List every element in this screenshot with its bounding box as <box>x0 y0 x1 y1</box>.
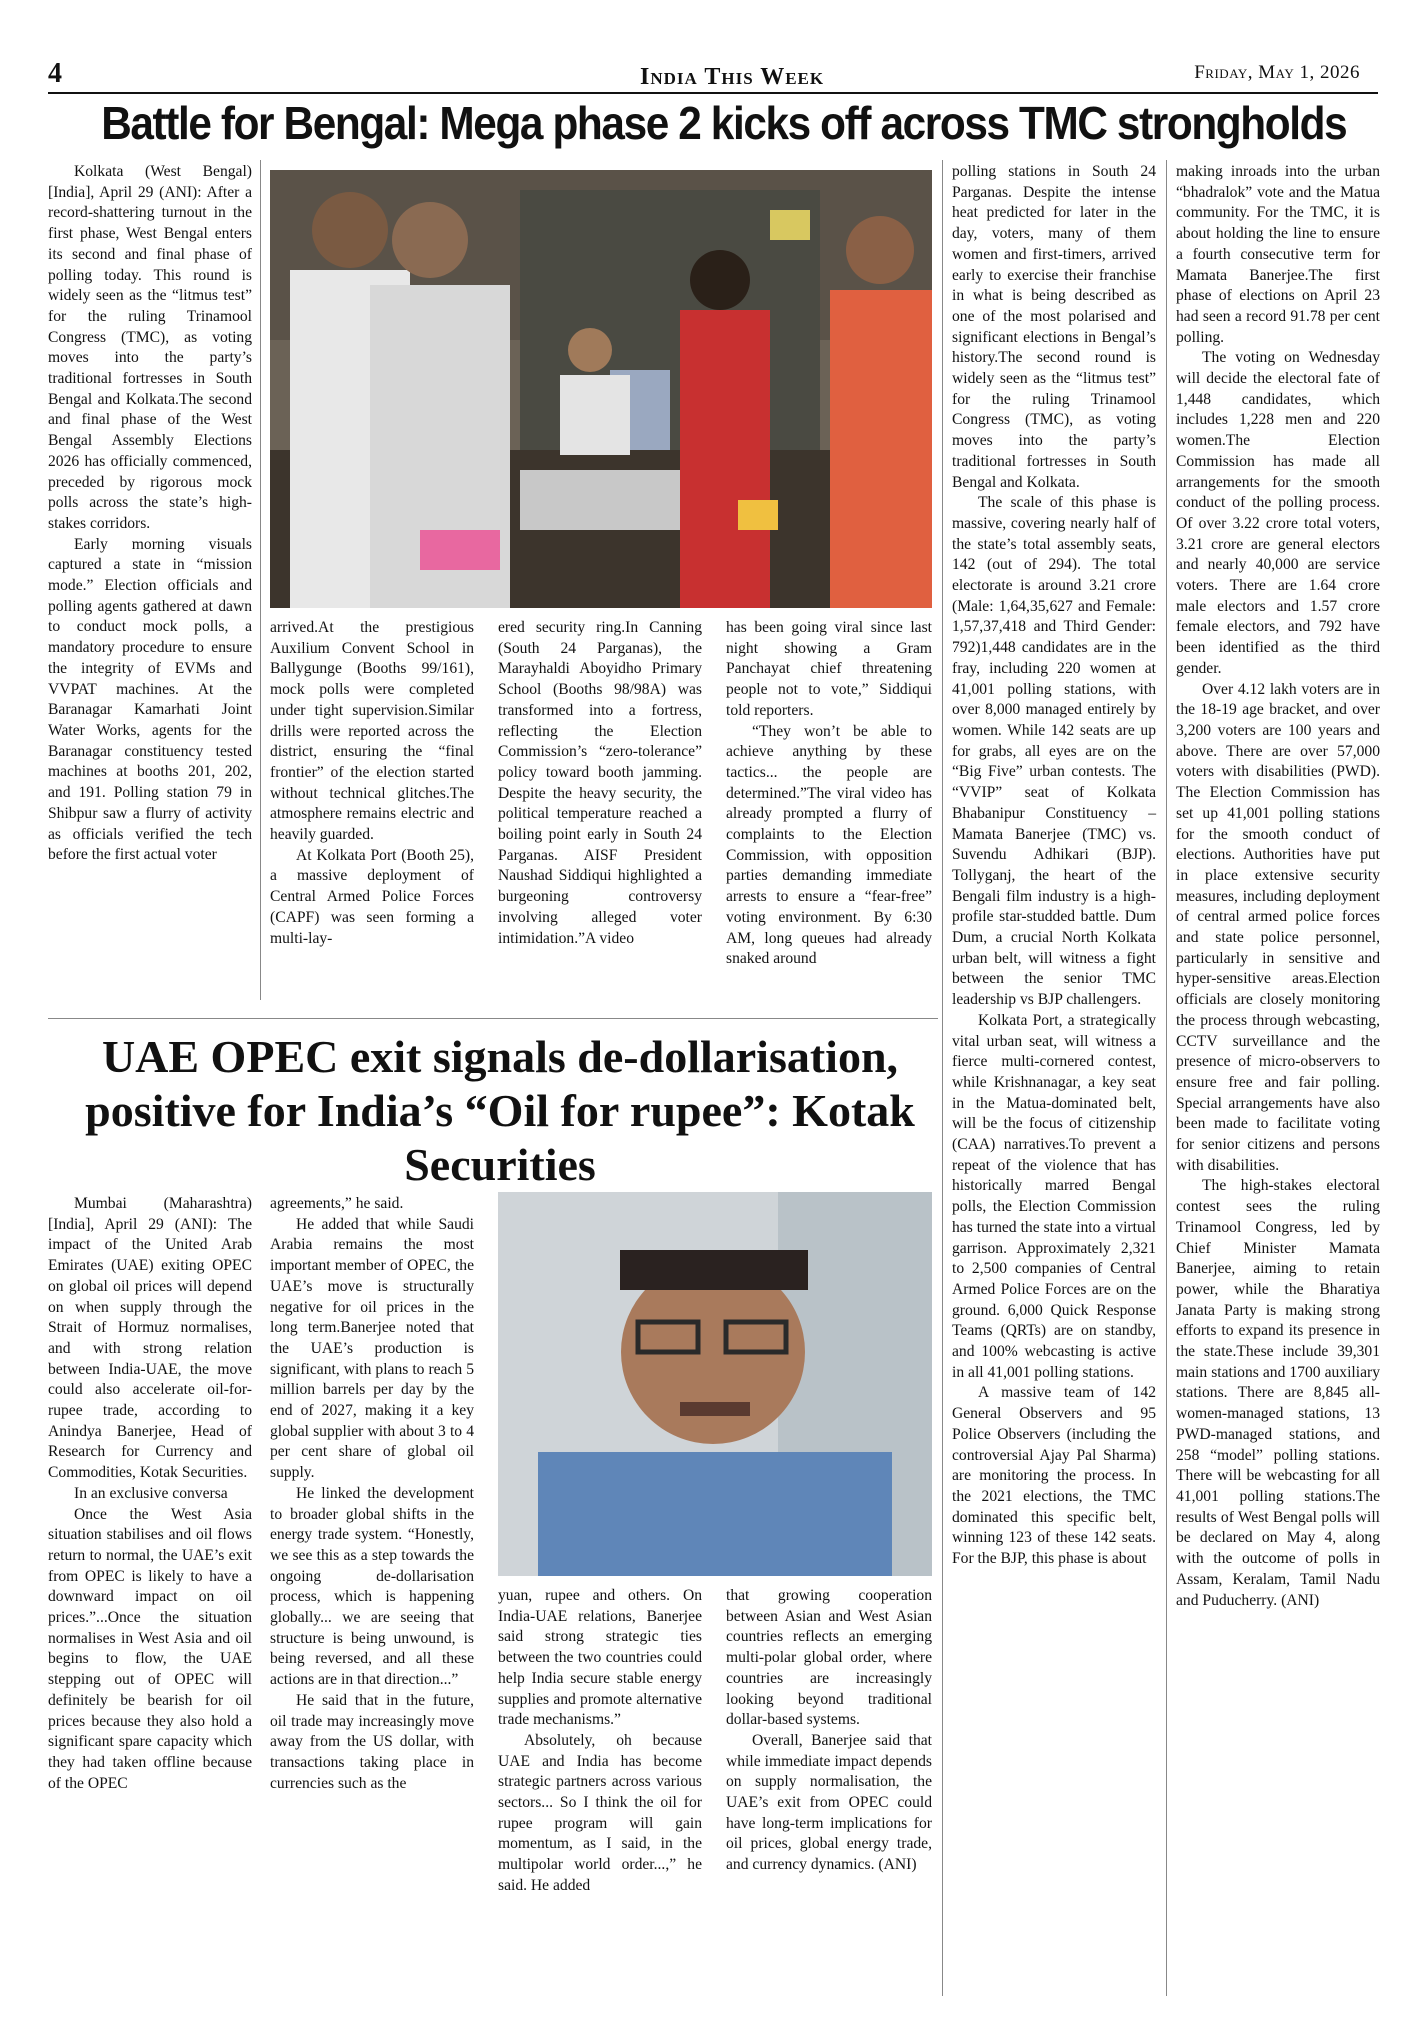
paragraph: arrived.At the prestigious Auxilium Convent School in Ballygunge (Booths 99/161), mock polls were completed under tight supervision.Similar drills were reported across the district, ensuring the “final frontier” of the election started without technical glitches.The atmosphere remains electric and heavily guarded. <box>270 619 474 844</box>
paragraph: A massive team of 142 General Observers and 95 Police Observers (including the controversial Ajay Pal Sharma) are monitoring the process. In the 2021 elections, the TMC dominated this specific belt, winning 123 of these 142 seats. For the BJP, this phase is about <box>952 1384 1156 1568</box>
article2-column-4 <box>726 1586 932 1996</box>
article2-headline: UAE OPEC exit signals de-dollarisation, positive for India’s “Oil for rupee”: Kotak Securities <box>85 1031 915 1190</box>
paragraph: has been going viral since last night showing a Gram Panchayat chief threatening people not to vote,” Siddiqui told reporters. <box>726 619 932 719</box>
paragraph: Early morning visuals captured a state in “mission mode.” Election officials and polling agents gathered at dawn to conduct mock polls, a mandatory procedure to ensure the integrity of EVMs and VVPAT machines. At the Baranagar Kamarhati Joint Water Works, agents for the Baranagar constituency tested machines at booths 201, 202, and 191. Polling station 79 in Shibpur saw a flurry of activity as officials verified the tech before the first actual voter <box>48 535 252 864</box>
issue-date: Friday, May 1, 2026 <box>1194 62 1360 83</box>
column-divider <box>1166 160 1167 1996</box>
paragraph: ered security ring.In Canning (South 24 Parganas), the Marayhaldi Aboyidho Primary School (Booths 98/98A) was transformed into a fortress, reflecting the Election Commission’s “zero-tolerance” policy toward booth jamming. Despite the heavy security, the political temperature reached a boiling point early in South 24 Parganas. AISF President Naushad Siddiqui highlighted a burgeoning controversy involving alleged voter intimidation.”A video <box>498 619 702 947</box>
header-rule <box>48 92 1378 94</box>
paragraph: agreements,” he said. <box>270 1195 404 1212</box>
paragraph: He linked the development to broader global shifts in the energy trade system. “Honestly, we see this as a step towards the ongoing de-dollarisation process, which is happening globally... we are seeing that structure is being unwound, is being reversed, and all these actions are in that direction...” <box>270 1484 474 1689</box>
article1-headline: Battle for Bengal: Mega phase 2 kicks off across TMC strongholds <box>101 97 1347 149</box>
column-divider <box>260 160 261 1000</box>
article1-photo <box>270 170 932 608</box>
paragraph: In an exclusive conversa <box>74 1484 228 1502</box>
paragraph: Absolutely, oh because UAE and India has become strategic partners across various sectors... So I think the oil for rupee program will gain momentum, as I said, in the multipolar world order...,” he said. He added <box>498 1731 702 1894</box>
article1-column-1 <box>48 162 252 1002</box>
article1-column-4 <box>726 618 932 1000</box>
paragraph: The high-stakes electoral contest sees the ruling Trinamool Congress, led by Chief Minister Mamata Banerjee, aiming to retain power, while the Bharatiya Janata Party is making strong efforts to expand its presence in the state.These include 39,301 main stations and 1700 auxiliary stations. There are 8,845 all-women-managed stations, 13 PWD-managed stations, and 258 “model” polling stations. There will be webcasting for all 41,001 polling stations.The results of West Bengal polls will be declared on May 4, along with the outcome of polls in Assam, Keralam, Tamil Nadu and Puducherry. (ANI) <box>1176 1177 1380 1609</box>
paragraph: At Kolkata Port (Booth 25), a massive deployment of Central Armed Police Forces (CAPF) was seen forming a multi-lay- <box>270 846 474 947</box>
paragraph: “They won’t be able to achieve anything by these tactics... the people are determined.”The viral video has already prompted a flurry of complaints to the Election Commission, with opposition parties demanding immediate arrests to ensure a “fear-free” voting environment. By 6:30 AM, long queues had already snaked around <box>726 722 932 968</box>
paragraph: He added that while Saudi Arabia remains the most important member of OPEC, the UAE’s move is structurally negative for oil prices in the long term.Banerjee noted that the UAE’s production is significant, with plans to reach 5 million barrels per day by the end of 2027, making it a key global supplier with about 3 to 4 per cent share of global oil supply. <box>270 1215 474 1482</box>
article1-column-6 <box>1176 162 1380 1998</box>
article1-column-2 <box>270 618 474 1000</box>
paragraph: yuan, rupee and others. On India-UAE relations, Banerjee said strong strategic ties between the two countries could help India secure stable energy supplies and promote alternative trade mechanisms.” <box>498 1587 702 1729</box>
publication-name: India This Week <box>640 64 825 90</box>
paragraph: that growing cooperation between Asian and West Asian countries reflects an emerging multi-polar global order, where countries are increasingly looking beyond traditional dollar-based systems. <box>726 1587 932 1729</box>
speaker-image <box>498 1192 932 1576</box>
article2-photo <box>498 1192 932 1576</box>
paragraph: The voting on Wednesday will decide the electoral fate of 1,448 candidates, which includes 1,228 men and 220 women.The Election Commission has made all arrangements for the smooth conduct of the polling process. Of over 3.22 crore total voters, 3.21 crore are general electors and nearly 40,000 are service voters. There are 1.64 crore male electors and 1.57 crore female electors, and 792 have been identified as the third gender. <box>1176 349 1380 677</box>
paragraph: Once the West Asia situation stabilises and oil flows return to normal, the UAE’s exit from OPEC is likely to have a downward impact on oil prices.”...Once the situation normalises in West Asia and oil begins to flow, the UAE stepping out of OPEC will definitely be bearish for oil prices because they also hold a significant spare capacity which they had taken offline because of the OPEC <box>48 1505 252 1792</box>
article1-column-3 <box>498 618 702 1000</box>
paragraph: Kolkata (West Bengal) [India], April 29 (ANI): After a record-shattering turnout in the first phase, West Bengal enters its second and final phase of polling today. This round is widely seen as the “litmus test” for the ruling Trinamool Congress (TMC), as voting moves into the party’s traditional fortresses in South Bengal and Kolkata.The second and final phase of the West Bengal Assembly Elections 2026 has officially commenced, preceded by rigorous mock polls across the state’s high-stakes corridors. <box>48 163 252 532</box>
paragraph: Mumbai (Maharashtra) [India], April 29 (ANI): The impact of the United Arab Emirates (UAE) exiting OPEC on global oil prices will depend on when supply through the Strait of Hormuz normalises, and with strong relation between India-UAE, the move could also accelerate oil-for-rupee trade, according to Anindya Banerjee, Head of Research for Currency and Commodities, Kotak Securities. <box>48 1195 252 1482</box>
article2-column-1 <box>48 1194 252 1994</box>
article2-column-2 <box>270 1194 474 1994</box>
paragraph: Kolkata Port, a strategically vital urban seat, will witness a fierce multi-cornered contest, while Krishnanagar, a key seat in the Matua-dominated belt, will be the focus of citizenship (CAA) narratives.To prevent a repeat of the violence that has historically marred Bengal polls, the Election Commission has turned the state into a virtual garrison. Approximately 2,321 to 2,500 companies of Central Armed Police Forces are on the ground. 6,000 Quick Response Teams (QRTs) are on standby, and 100% webcasting is active in all 41,001 polling stations. <box>952 1011 1156 1381</box>
polling-station-image <box>270 170 932 608</box>
paragraph: He said that in the future, oil trade may increasingly move away from the US dollar, with transactions taking place in currencies such as the <box>270 1691 474 1792</box>
paragraph: polling stations in South 24 Parganas. Despite the intense heat predicted for later in the day, voters, many of them women and first-timers, arrived early to exercise their franchise in what is being described as one of the most polarised and significant elections in Bengal’s history.The second round is widely seen as the “litmus test” for the ruling Trinamool Congress (TMC), as voting moves into the party’s traditional fortresses in South Bengal and Kolkata. <box>952 163 1156 491</box>
page-number: 4 <box>48 58 62 89</box>
article1-column-5 <box>952 162 1156 1998</box>
paragraph: making inroads into the urban “bhadralok” vote and the Matua community. For the TMC, it is about holding the line to ensure a fourth consecutive term for Mamata Banerjee.The first phase of elections on April 23 had seen a record 91.78 per cent polling. <box>1176 163 1380 346</box>
paragraph: Over 4.12 lakh voters are in the 18-19 age bracket, and over 3,200 voters are 100 years and above. There are over 57,000 voters with disabilities (PWD). The Election Commission has set up 41,001 polling stations for the smooth conduct of elections. Authorities have put in place extensive security measures, including deployment of central armed police forces and state police personnel, particularly in sensitive and hyper-sensitive areas.Election officials are closely monitoring the process through webcasting, CCTV surveillance and the presence of micro-observers to ensure free and fair polling. Special arrangements have also been made to facilitate voting for senior citizens and persons with disabilities. <box>1176 680 1380 1174</box>
paragraph: Overall, Banerjee said that while immediate impact depends on supply normalisation, the UAE’s exit from OPEC could have long-term implications for oil prices, global energy trade, and currency dynamics. (ANI) <box>726 1731 932 1874</box>
article-separator <box>48 1018 938 1019</box>
article2-column-3 <box>498 1586 702 1996</box>
paragraph: The scale of this phase is massive, covering nearly half of the state’s total assembly seats, 142 (out of 294). The total electorate is around 3.21 crore (Male: 1,64,35,627 and Female: 1,57,37,418 and Third Gender: 792)1,448 candidates are in the fray, including 220 women at 41,001 polling stations, with over 8,000 managed entirely by women. While 142 seats are up for grabs, all eyes are on the “Big Five” urban contests. The “VVIP” seat of Kolkata Bhabanipur Constituency – Mamata Banerjee (TMC) vs. Suvendu Adhikari (BJP). Tollyganj, the heart of the Bengali film industry is a high-profile star-studded battle. Dum Dum, a crucial North Kolkata urban belt, will witness a fight between the senior TMC leadership vs BJP challengers. <box>952 494 1156 1009</box>
